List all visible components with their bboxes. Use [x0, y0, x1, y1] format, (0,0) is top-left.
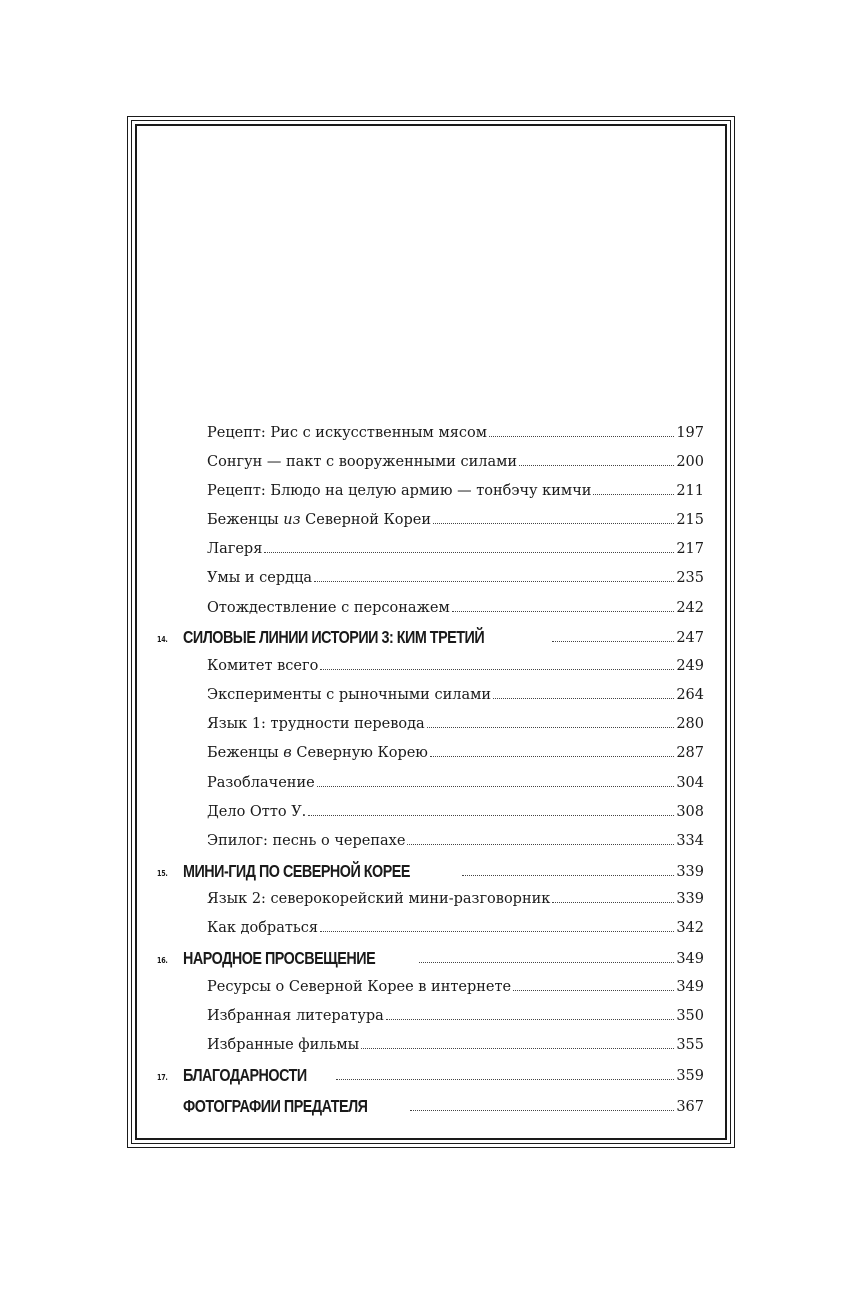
leader-dots: [419, 962, 674, 963]
toc-entry[interactable]: [0, 593, 857, 617]
toc-entry-page: 264: [676, 687, 704, 703]
toc-entry-page: 304: [676, 775, 704, 791]
toc-entry-page: 349: [676, 979, 704, 995]
toc-entry[interactable]: [0, 826, 857, 850]
toc-chapter[interactable]: [0, 1061, 857, 1085]
leader-dots: [361, 1048, 674, 1049]
toc-entry-title: Язык 2: северокорейский мини-разговорник: [207, 891, 551, 907]
chapter-page: 367: [676, 1099, 704, 1115]
toc-entry-title: Отождествление с персонажем: [207, 600, 450, 616]
toc-entry[interactable]: [0, 797, 857, 821]
toc-entry-title: Эксперименты с рыночными силами: [207, 687, 492, 703]
toc-entry-title: Как добраться: [207, 920, 319, 936]
title-part: Северной Кореи: [300, 512, 432, 528]
leader-dots: [410, 1110, 674, 1111]
chapter-title: НАРОДНОЕ ПРОСВЕЩЕНИЕ: [183, 948, 376, 968]
leader-dots: [493, 698, 674, 699]
chapter-number: 16.: [157, 956, 168, 965]
leader-dots: [462, 875, 675, 876]
toc-chapter[interactable]: [0, 623, 857, 647]
title-emphasis: из: [283, 512, 301, 528]
toc-entry-page: 334: [676, 833, 704, 849]
toc-entry-page: 217: [676, 541, 704, 557]
toc-entry-page: 355: [676, 1037, 704, 1053]
toc-entry[interactable]: [0, 709, 857, 733]
leader-dots: [308, 815, 674, 816]
leader-dots: [552, 641, 674, 642]
chapter-page: 359: [676, 1068, 704, 1084]
toc-entry[interactable]: [0, 972, 857, 996]
toc-entry-page: 342: [676, 920, 704, 936]
toc-entry[interactable]: [0, 418, 857, 442]
toc-entry-title: Сонгун — пакт с вооруженными силами: [207, 454, 518, 470]
chapter-number: 17.: [157, 1073, 168, 1082]
chapter-title: СИЛОВЫЕ ЛИНИИ ИСТОРИИ 3: КИМ ТРЕТИЙ: [183, 627, 485, 647]
toc-entry-title: Избранная литература: [207, 1008, 384, 1024]
toc-entry-page: 197: [676, 425, 704, 441]
chapter-title: МИНИ-ГИД ПО СЕВЕРНОЙ КОРЕЕ: [183, 861, 410, 881]
toc-entry-page: 339: [676, 891, 704, 907]
toc-entry[interactable]: [0, 505, 857, 529]
toc-entry-page: 242: [676, 600, 704, 616]
chapter-title: ФОТОГРАФИИ ПРЕДАТЕЛЯ: [183, 1096, 368, 1116]
toc-entry[interactable]: [0, 680, 857, 704]
leader-dots: [264, 552, 674, 553]
leader-dots: [430, 756, 674, 757]
leader-dots: [407, 844, 674, 845]
toc-entry-page: 215: [676, 512, 704, 528]
toc-entry-page: 308: [676, 804, 704, 820]
title-part: Северную Корею: [291, 745, 428, 761]
toc-entry-title: Рецепт: Рис с искусственным мясом: [207, 425, 488, 441]
leader-dots: [489, 436, 674, 437]
leader-dots: [427, 727, 675, 728]
leader-dots: [593, 494, 674, 495]
leader-dots: [336, 1079, 674, 1080]
toc-entry[interactable]: [0, 563, 857, 587]
toc-entry-title: Избранные фильмы: [207, 1037, 360, 1053]
toc-entry-title: Язык 1: трудности перевода: [207, 716, 425, 732]
toc-entry-title: [207, 511, 431, 529]
leader-dots: [519, 465, 674, 466]
chapter-title: БЛАГОДАРНОСТИ: [183, 1065, 307, 1085]
chapter-page: 247: [676, 630, 704, 646]
toc-entry-title: Ресурсы о Северной Корее в интернете: [207, 979, 512, 995]
toc-entry-page: 211: [676, 483, 704, 499]
toc-entry-title: Разоблачение: [207, 775, 315, 791]
leader-dots: [433, 523, 674, 524]
toc-entry-page: 235: [676, 570, 704, 586]
toc-chapter[interactable]: [0, 944, 857, 968]
toc-entry-title: Комитет всего: [207, 658, 319, 674]
toc-entry-page: 350: [676, 1008, 704, 1024]
leader-dots: [317, 786, 675, 787]
toc-entry[interactable]: [0, 651, 857, 675]
leader-dots: [314, 581, 674, 582]
leader-dots: [552, 902, 674, 903]
toc-chapter[interactable]: [0, 857, 857, 881]
title-emphasis: в: [283, 745, 292, 761]
toc-entry-title: [207, 744, 428, 762]
toc-entry[interactable]: [0, 913, 857, 937]
toc-entry[interactable]: [0, 768, 857, 792]
chapter-page: 349: [676, 951, 704, 967]
leader-dots: [320, 669, 674, 670]
toc-entry-title: Умы и сердца: [207, 570, 313, 586]
toc-entry-title: Эпилог: песнь о черепахе: [207, 833, 406, 849]
toc-entry[interactable]: [0, 534, 857, 558]
leader-dots: [386, 1019, 674, 1020]
leader-dots: [452, 611, 675, 612]
toc-entry[interactable]: [0, 884, 857, 908]
toc-entry-title: Рецепт: Блюдо на целую армию — тонбэчу кимчи: [207, 483, 592, 499]
toc-chapter[interactable]: [0, 1092, 857, 1116]
toc-entry[interactable]: [0, 476, 857, 500]
toc-entry[interactable]: [0, 738, 857, 762]
toc-entry[interactable]: [0, 1001, 857, 1025]
toc-entry-title: Лагеря: [207, 541, 263, 557]
chapter-page: 339: [676, 864, 704, 880]
chapter-number: 14.: [157, 635, 168, 644]
title-part: Беженцы: [207, 512, 284, 528]
toc-entry-title: Дело Отто У.: [207, 804, 307, 820]
leader-dots: [320, 931, 674, 932]
toc-entry-page: 280: [676, 716, 704, 732]
chapter-number: 15.: [157, 869, 168, 878]
toc-entry-page: 249: [676, 658, 704, 674]
title-part: Беженцы: [207, 745, 284, 761]
toc-entry[interactable]: [0, 447, 857, 471]
leader-dots: [513, 990, 674, 991]
toc-entry-page: 287: [676, 745, 704, 761]
toc-entry-page: 200: [676, 454, 704, 470]
toc-entry[interactable]: [0, 1030, 857, 1054]
